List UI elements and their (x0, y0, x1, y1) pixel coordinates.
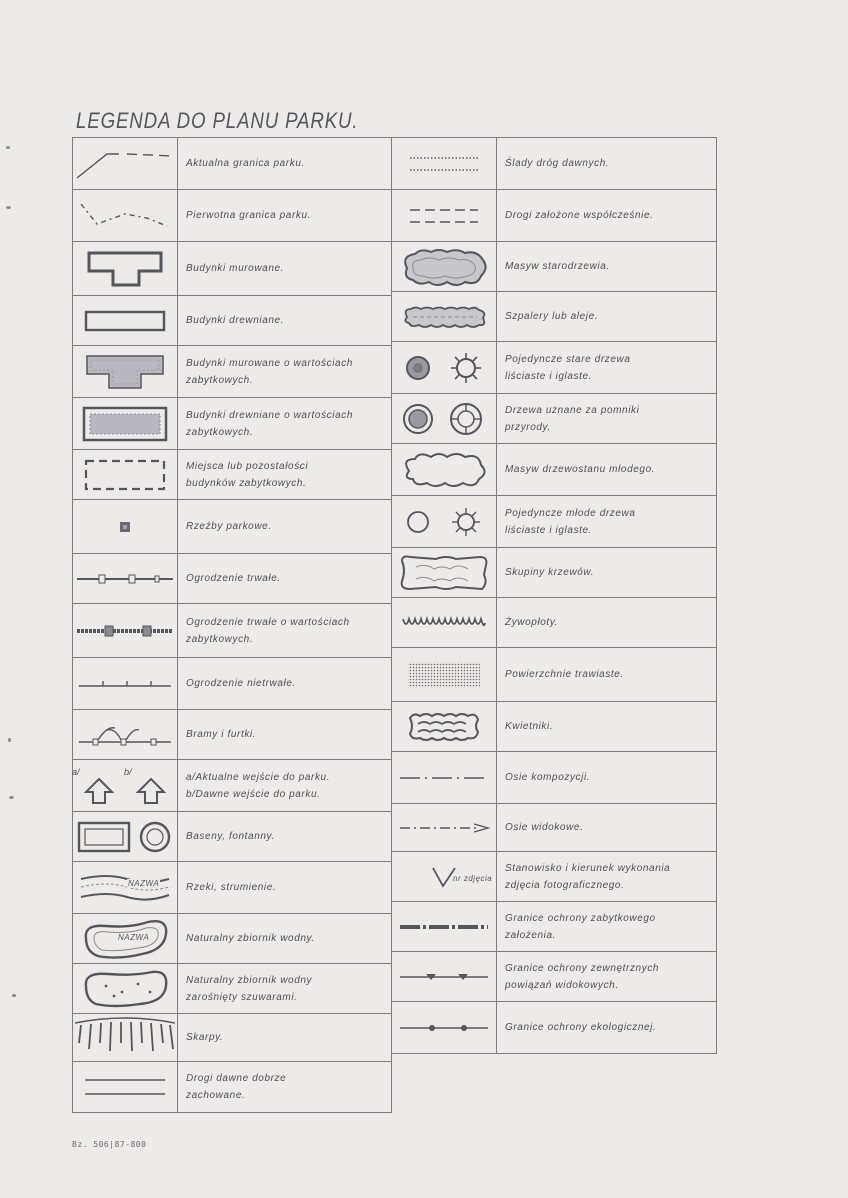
legend-description-text: Pierwotna granica parku. (186, 210, 312, 221)
legend-description (496, 393, 717, 444)
old-single-trees-icon (391, 341, 497, 394)
margin-mark (6, 146, 10, 149)
entrance-variant-label: b/ (124, 766, 132, 777)
legend-description-text: Budynki murowane. (186, 263, 285, 274)
shrub-groups-icon (391, 547, 497, 598)
legend-description (496, 701, 717, 752)
legend-description (177, 913, 392, 964)
legend-description-text: Drogi dawne dobrze zachowane. (186, 1073, 287, 1101)
view-axis-icon (391, 803, 497, 852)
gates-icon (72, 709, 178, 760)
tree-rows-icon (391, 291, 497, 342)
young-tree-mass-icon (391, 443, 497, 496)
brick-building-icon (72, 241, 178, 296)
legend-description-text: Pojedyncze stare drzewa liściaste i iglaste. (505, 353, 631, 382)
wooden-building-icon (72, 295, 178, 346)
legend-description (496, 137, 717, 190)
legend-description-text: Drzewa uznane za pomniki przyrody. (505, 404, 640, 433)
natural-pond-icon (72, 913, 178, 964)
permanent-fence-icon (72, 553, 178, 604)
old-roads-icon (72, 1061, 178, 1113)
legend-description-text: Granice ochrony zewnętrznych powiązań widokowych. (505, 962, 660, 991)
legend-description-text: Rzeki, strumienie. (186, 882, 277, 893)
lawn-icon (391, 647, 497, 702)
symbol-tag-label: NAZWA (118, 933, 150, 942)
legend-description (496, 241, 717, 292)
legend-description (177, 397, 392, 450)
legend-description-text: Kwietniki. (505, 721, 554, 732)
flower-beds-icon (391, 701, 497, 752)
legend-description (177, 811, 392, 862)
legend-description (496, 851, 717, 902)
legend-description (177, 137, 392, 190)
legend-description-text: Baseny, fontanny. (186, 831, 275, 842)
legend-description (177, 499, 392, 554)
legend-description-text: Naturalny zbiornik wodny. (186, 933, 315, 944)
margin-mark (6, 206, 11, 209)
park-entrance-icon (72, 759, 178, 812)
legend-description (496, 597, 717, 648)
entrance-variant-label: a/ (72, 766, 80, 777)
current-park-boundary-icon (72, 137, 178, 190)
legend-description-text: Masyw starodrzewia. (505, 261, 610, 272)
legend-description-text: Powierzchnie trawiaste. (505, 669, 624, 680)
legend-description-text: Budynki murowane o wartościach zabytkowych. (186, 357, 353, 386)
legend-description (496, 901, 717, 952)
original-park-boundary-icon (72, 189, 178, 242)
legend-description (496, 547, 717, 598)
entrance-arrow-icon (124, 766, 166, 805)
young-single-trees-icon (391, 495, 497, 548)
legend-description-text: Drogi założone współcześnie. (505, 210, 654, 221)
legend-description-text: Masyw drzewostanu młodego. (505, 464, 656, 475)
legend-description-text: Osie kompozycji. (505, 772, 591, 783)
legend-description-text: Aktualna granica parku. (186, 158, 305, 169)
legend-description-text: Szpalery lub aleje. (505, 311, 599, 322)
legend-description-text: Skupiny krzewów. (505, 567, 595, 578)
legend-description (496, 647, 717, 702)
entrance-arrow-icon (72, 766, 114, 805)
legend-description (496, 341, 717, 394)
historic-fence-icon (72, 603, 178, 658)
legend-description-text: Stanowisko i kierunek wykonania zdjęcia fotograficznego. (505, 862, 671, 891)
historic-brick-building-icon (72, 345, 178, 398)
legend-description-text: Ogrodzenie trwałe o wartościach zabytkowych. (186, 616, 350, 645)
legend-description (177, 553, 392, 604)
legend-description (177, 189, 392, 242)
legend-description (496, 291, 717, 342)
legend-description-text: Granice ochrony ekologicznej. (505, 1022, 657, 1033)
legend-description-text: Budynki drewniane. (186, 315, 285, 326)
photo-position-icon (391, 851, 497, 902)
legend-description-text: Skarpy. (186, 1032, 224, 1043)
legend-description (496, 443, 717, 496)
building-remains-icon (72, 449, 178, 500)
pools-fountains-icon (72, 811, 178, 862)
legend-description-text: Żywopłoty. (505, 617, 559, 628)
legend-description-text: Granice ochrony zabytkowego założenia. (505, 912, 656, 941)
rivers-streams-icon (72, 861, 178, 914)
legend-description (177, 241, 392, 296)
document-reference: Bz. 506|87-800 (72, 1140, 147, 1149)
symbol-tag-label: NAZWA (128, 879, 160, 888)
legend-description-text: Budynki drewniane o wartościach zabytkowych. (186, 409, 354, 438)
margin-mark (8, 738, 11, 742)
margin-mark (9, 796, 14, 799)
legend-description-text: Ogrodzenie nietrwałe. (186, 678, 296, 689)
legend-description (496, 951, 717, 1002)
legend-description (177, 963, 392, 1014)
modern-roads-icon (391, 189, 497, 242)
composition-axis-icon (391, 751, 497, 804)
legend-description (177, 449, 392, 500)
historic-wooden-building-icon (72, 397, 178, 450)
overgrown-pond-icon (72, 963, 178, 1014)
escarpment-icon (72, 1013, 178, 1062)
legend-description (177, 861, 392, 914)
external-view-protection-icon (391, 951, 497, 1002)
legend-description (177, 759, 392, 812)
heritage-protection-boundary-icon (391, 901, 497, 952)
legend-description (177, 603, 392, 658)
legend-description (177, 1061, 392, 1113)
legend-description-text: Rzeźby parkowe. (186, 521, 272, 532)
legend-description (496, 1001, 717, 1054)
legend-description-text: a/Aktualne wejście do parku. b/Dawne wejście do parku. (186, 771, 331, 800)
legend-description (496, 751, 717, 804)
symbol-tag-label: nr zdjęcia (453, 874, 493, 883)
legend-description-text: Osie widokowe. (505, 822, 584, 833)
legend-description (177, 1013, 392, 1062)
natural-monument-trees-icon (391, 393, 497, 444)
margin-mark (12, 994, 16, 997)
sculpture-icon (72, 499, 178, 554)
legend-description (177, 709, 392, 760)
legend-description (177, 295, 392, 346)
legend-description-text: Pojedyncze młode drzewa liściaste i iglaste. (505, 507, 636, 536)
page-title: LEGENDA DO PLANU PARKU. (76, 108, 359, 133)
ecological-protection-icon (391, 1001, 497, 1054)
legend-description-text: Ogrodzenie trwałe. (186, 573, 281, 584)
legend-description (496, 803, 717, 852)
legend-description-text: Ślady dróg dawnych. (505, 158, 610, 169)
legend-description (177, 345, 392, 398)
legend-description (496, 495, 717, 548)
old-road-traces-icon (391, 137, 497, 190)
old-tree-mass-icon (391, 241, 497, 292)
legend-description-text: Bramy i furtki. (186, 729, 257, 740)
legend-description-text: Miejsca lub pozostałości budynków zabytkowych. (186, 460, 309, 489)
temporary-fence-icon (72, 657, 178, 710)
legend-description-text: Naturalny zbiornik wodny zarośnięty szuwarami. (186, 974, 313, 1003)
hedges-icon (391, 597, 497, 648)
legend-description (496, 189, 717, 242)
legend-description (177, 657, 392, 710)
